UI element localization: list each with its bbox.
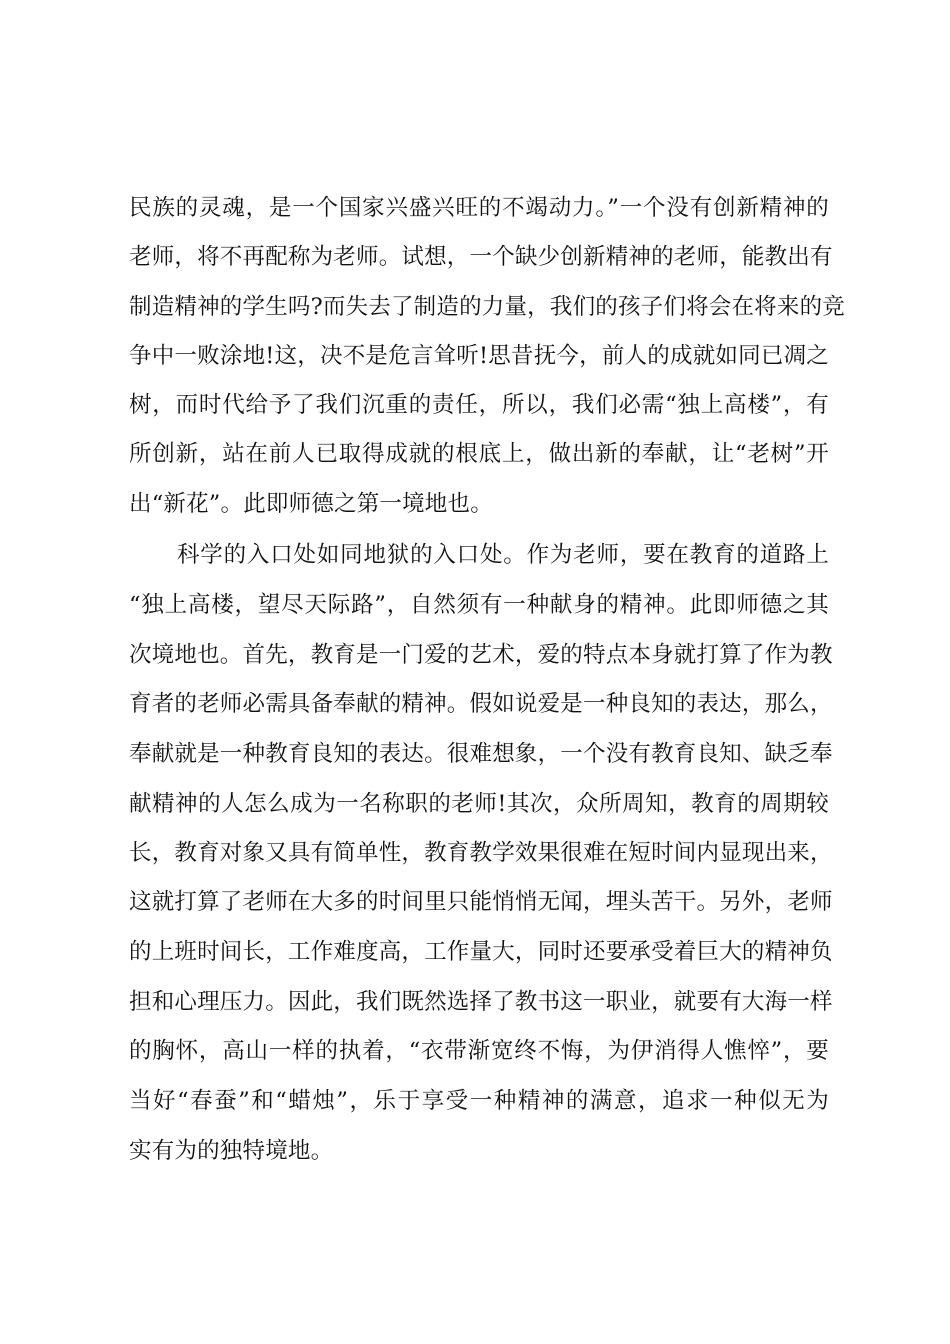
paragraph-2-line-2: “独上高楼，望尽天际路”，自然须有一种献身的精神。此即师德之其 [129, 592, 829, 618]
paragraph-2-line-3: 次境地也。首先，教育是一门爱的艺术，爱的特点本身就打算了作为教 [129, 642, 833, 668]
paragraph-1-line-4: 争中一败涂地!这，决不是危言耸听!思昔抚今，前人的成就如同已凋之 [129, 343, 829, 369]
paragraph-1-line-2: 老师，将不再配称为老师。试想，一个缺少创新精神的老师，能教出有 [129, 244, 833, 270]
paragraph-1-line-1: 民族的灵魂，是一个国家兴盛兴旺的不竭动力。”一个没有创新精神的 [129, 195, 829, 221]
paragraph-2-line-11: 的胸怀，高山一样的执着，“衣带渐宽终不悔，为伊消得人憔悴”，要 [129, 1038, 829, 1064]
paragraph-1-line-6: 所创新，站在前人已取得成就的根底上，做出新的奉献，让“老树”开 [129, 441, 829, 467]
paragraph-2-line-8: 这就打算了老师在大多的时间里只能悄悄无闻，埋头苦干。另外，老师 [129, 889, 833, 915]
paragraph-1-line-7: 出“新花”。此即师德之第一境地也。 [129, 491, 493, 517]
paragraph-2-line-4: 育者的老师必需具备奉献的精神。假如说爱是一种良知的表达，那么， [129, 691, 833, 717]
paragraph-2-line-12: 当好“春蚕”和“蜡烛”，乐于享受一种精神的满意，追求一种似无为 [129, 1088, 829, 1114]
paragraph-2-line-9: 的上班时间长，工作难度高，工作量大，同时还要承受着巨大的精神负 [129, 939, 833, 965]
paragraph-2-line-7: 长，教育对象又具有简单性，教育教学效果很难在短时间内显现出来， [129, 840, 833, 866]
paragraph-2-line-1: 科学的入口处如同地狱的入口处。作为老师，要在教育的道路上 [177, 542, 829, 568]
paragraph-2-line-10: 担和心理压力。因此，我们既然选择了教书这一职业，就要有大海一样 [129, 989, 833, 1015]
paragraph-1-line-5: 树，而时代给予了我们沉重的责任，所以，我们必需“独上高楼”，有 [129, 392, 829, 418]
paragraph-2-line-6: 献精神的人怎么成为一名称职的老师!其次，众所周知，教育的周期较 [129, 791, 829, 817]
paragraph-2-line-5: 奉献就是一种教育良知的表达。很难想象，一个没有教育良知、缺乏奉 [129, 741, 833, 767]
paragraph-1-line-3: 制造精神的学生吗?而失去了制造的力量，我们的孩子们将会在将来的竞 [129, 294, 845, 320]
paragraph-2-line-13: 实有为的独特境地。 [129, 1138, 334, 1164]
